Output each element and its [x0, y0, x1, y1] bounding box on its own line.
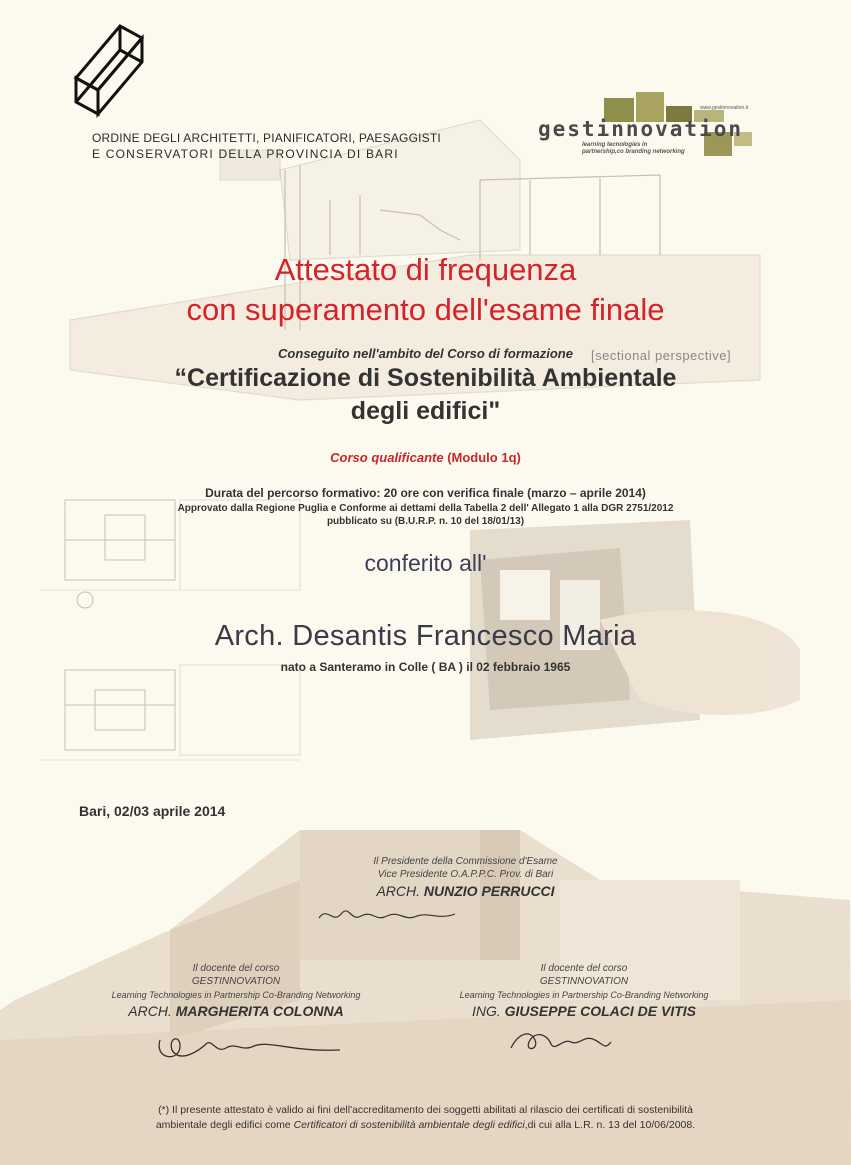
- footnote-line2: [0, 1119, 851, 1131]
- footnote-line1: (*) Il presente attestato è valido ai fini dell'accreditamento dei soggetti abilitati al rilascio dei certificati di sostenibilità: [158, 1104, 693, 1116]
- footnote-certifiers: Certificatori di sostenibilità ambientale degli edifici: [293, 1119, 525, 1131]
- president-title: ARCH.: [376, 883, 424, 899]
- architects-order-logo: [70, 18, 152, 118]
- course-name-line1: “Certificazione di Sostenibilità Ambientale: [174, 364, 677, 392]
- course-name-line2: degli edifici": [350, 397, 501, 425]
- teacher-right-tagline: Learning Technologies in Partnership Co-Branding Networking: [459, 990, 709, 1000]
- footnote-prefix: ambientale degli edifici come: [155, 1119, 294, 1131]
- teacher-left-role: Il docente del corso: [192, 963, 280, 974]
- teacher-left-signature: [150, 1020, 350, 1070]
- president-role-vice: Vice Presidente O.A.P.P.C. Prov. di Bari: [377, 869, 554, 880]
- president-signature: [315, 900, 465, 930]
- background-drawing-label: [sectional perspective]: [591, 348, 732, 363]
- course-duration: Durata del percorso formativo: 20 ore con verifica finale (marzo – aprile 2014): [205, 486, 646, 500]
- course-qualifier: [0, 450, 851, 465]
- teacher-left-title: ARCH.: [128, 1003, 176, 1019]
- teacher-right-title: ING.: [471, 1003, 505, 1019]
- partner-brand: gestinnovation: [538, 117, 744, 141]
- partner-tagline-line2: partnership,co branding networking: [582, 149, 685, 155]
- teacher-right-name: [404, 1003, 764, 1019]
- recipient-name: Arch. Desantis Francesco Maria: [214, 620, 637, 652]
- place-and-date: Bari, 02/03 aprile 2014: [79, 803, 226, 819]
- course-intro: Conseguito nell'ambito del Corso di formazione: [278, 346, 573, 361]
- recipient-birth-info: nato a Santeramo in Colle ( BA ) il 02 febbraio 1965: [280, 660, 571, 674]
- teacher-left-tagline: Learning Technologies in Partnership Co-Branding Networking: [111, 990, 361, 1000]
- certificate-title-line1: Attestato di frequenza: [274, 252, 577, 287]
- course-approval-line1: Approvato dalla Regione Puglia e Conforme ai dettami della Tabella 2 dell' Allegato 1 alla DGR 2751/2012: [177, 503, 674, 514]
- course-approval-line2: pubblicato su (B.U.R.P. n. 10 del 18/01/13): [326, 516, 525, 527]
- org-name-line1: ORDINE DEGLI ARCHITETTI, PIANIFICATORI, PAESAGGISTI: [92, 131, 441, 145]
- president-role: Il Presidente della Commissione d'Esame: [373, 856, 558, 867]
- certificate-title-line2: con superamento dell'esame finale: [186, 292, 665, 327]
- conferred-to-label: conferito all': [364, 550, 487, 576]
- teacher-left-surname: MARGHERITA COLONNA: [175, 1003, 344, 1019]
- course-qualifier-label: Corso qualificante: [330, 450, 444, 465]
- partner-tagline: [582, 142, 685, 156]
- course-module: (Modulo 1q): [443, 450, 521, 465]
- teacher-right-role: Il docente del corso: [540, 963, 628, 974]
- org-name-line2: E CONSERVATORI DELLA PROVINCIA DI BARI: [92, 147, 399, 161]
- teacher-right-signature: [505, 1022, 615, 1058]
- teacher-right-org: GESTINNOVATION: [539, 976, 629, 987]
- president-name: [80, 883, 851, 899]
- teacher-left-name: [56, 1003, 416, 1019]
- partner-url: www.gestinnovation.it: [700, 105, 749, 111]
- teacher-right-surname: GIUSEPPE COLACI DE VITIS: [504, 1003, 697, 1019]
- president-surname: NUNZIO PERRUCCI: [423, 883, 555, 899]
- partner-tagline-line1: learning tecnologies in: [582, 142, 648, 148]
- teacher-left-org: GESTINNOVATION: [191, 976, 281, 987]
- footnote-suffix: ,di cui alla L.R. n. 13 del 10/06/2008.: [524, 1119, 696, 1131]
